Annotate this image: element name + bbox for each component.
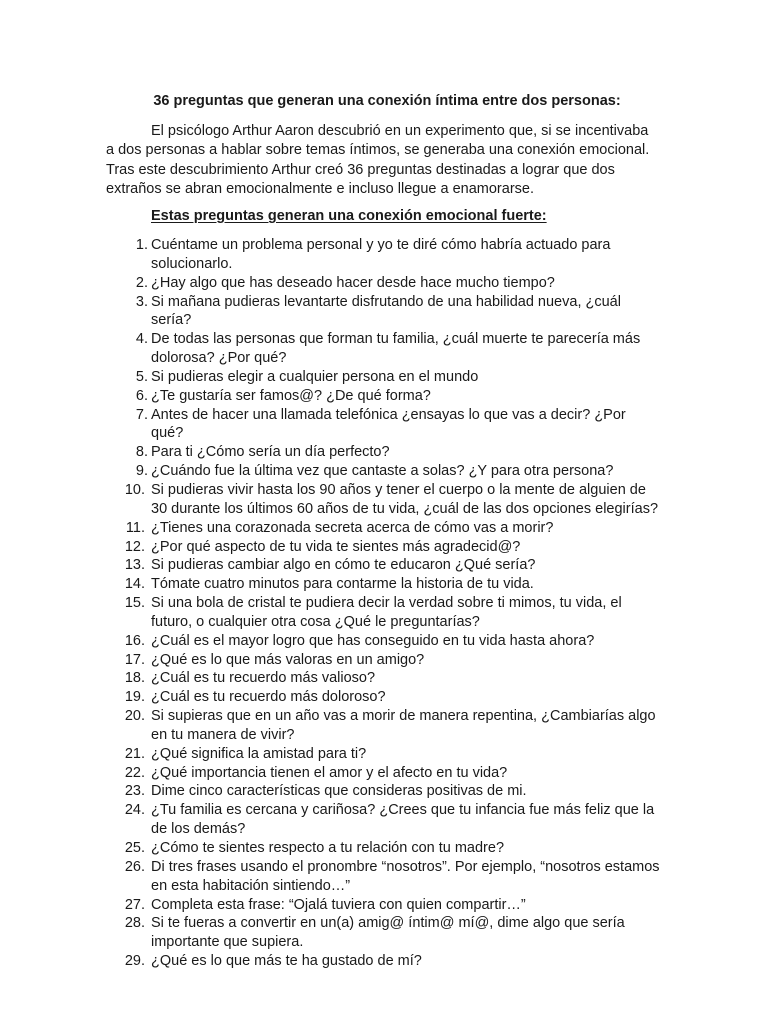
question-item [0, 481, 661, 519]
question-number: 12. [124, 538, 145, 555]
question-number: 23. [124, 783, 145, 800]
question-number: 27. [124, 896, 145, 913]
question-text: ¿Cuál es tu recuerdo más valioso? [151, 670, 376, 687]
question-item [0, 764, 661, 783]
question-number: 14. [124, 576, 145, 593]
question-number: 26. [124, 858, 145, 875]
question-item [0, 538, 661, 557]
question-item [0, 688, 661, 707]
question-number: 19. [124, 689, 145, 706]
question-number: 4. [135, 331, 148, 348]
question-number: 3. [135, 293, 148, 310]
question-text: ¿Cuándo fue la última vez que cantaste a solas? ¿Y para otra persona? [151, 463, 614, 480]
question-item [0, 556, 661, 575]
question-text: Si mañana pudieras levantarte disfrutando de una habilidad nueva, ¿cuál sería? [151, 293, 621, 329]
question-number: 29. [124, 953, 145, 970]
question-item [0, 236, 661, 274]
question-text: Si una bola de cristal te pudiera decir la verdad sobre ti mimos, tu vida, el futuro, o cualquier otra cosa ¿Qué le preguntarías? [151, 595, 622, 630]
question-text: ¿Qué significa la amistad para ti? [151, 745, 367, 762]
question-number: 13. [124, 557, 145, 574]
question-number: 24. [124, 802, 145, 819]
question-item [0, 669, 661, 688]
question-item [0, 801, 661, 839]
document-title: 36 preguntas que generan una conexión íntima entre dos personas: [153, 93, 621, 109]
question-number: 21. [124, 745, 145, 762]
question-item [0, 575, 661, 594]
question-number: 1. [135, 237, 148, 253]
section-subtitle: Estas preguntas generan una conexión emocional fuerte: [151, 208, 547, 224]
question-item [0, 443, 661, 462]
question-item [0, 293, 661, 331]
question-item [0, 594, 661, 632]
question-item [0, 387, 661, 406]
question-item [0, 632, 661, 651]
question-item [0, 274, 661, 293]
question-text: ¿Qué es lo que más te ha gustado de mí? [151, 953, 422, 970]
question-number: 2. [135, 274, 148, 291]
question-item [0, 651, 661, 670]
question-text: Para ti ¿Cómo sería un día perfecto? [151, 444, 390, 461]
question-item [0, 519, 661, 538]
question-text: ¿Te gustaría ser famos@? ¿De qué forma? [151, 387, 431, 404]
question-item [0, 896, 661, 915]
question-text: ¿Hay algo que has deseado hacer desde hace mucho tiempo? [151, 274, 555, 291]
question-number: 10. [124, 481, 145, 498]
question-text: ¿Cuál es el mayor logro que has conseguido en tu vida hasta ahora? [151, 632, 595, 649]
question-text: ¿Qué es lo que más valoras en un amigo? [151, 651, 425, 668]
question-number: 7. [135, 406, 148, 423]
question-number: 25. [124, 840, 145, 856]
question-text: Dime cinco características que consideras positivas de mi. [151, 783, 527, 800]
question-text: Antes de hacer una llamada telefónica ¿ensayas lo que vas a decir? ¿Por qué? [151, 406, 626, 442]
question-number: 17. [124, 651, 145, 668]
question-number: 20. [124, 708, 145, 725]
question-item [0, 707, 661, 745]
question-text: Cuéntame un problema personal y yo te diré cómo habría actuado para solucionarlo. [151, 237, 611, 272]
question-item [0, 839, 661, 858]
question-number: 5. [135, 368, 148, 385]
question-item [0, 914, 661, 952]
question-item [0, 858, 661, 896]
question-text: ¿Cómo te sientes respecto a tu relación con tu madre? [151, 840, 505, 856]
question-item [0, 368, 661, 387]
question-text: Di tres frases usando el pronombre “nosotros”. Por ejemplo, “nosotros estamos en esta habitación sintiendo…” [151, 858, 660, 894]
question-item [0, 406, 661, 444]
question-item [0, 782, 661, 801]
question-text: ¿Tu familia es cercana y cariñosa? ¿Crees que tu infancia fue más feliz que la de los demás? [151, 802, 655, 838]
question-item [0, 330, 661, 368]
question-text: Si te fueras a convertir en un(a) amig@ íntim@ mí@, dime algo que sería importante que supiera. [151, 915, 625, 951]
question-text: ¿Cuál es tu recuerdo más doloroso? [151, 689, 386, 706]
question-number: 18. [124, 670, 145, 687]
question-text: ¿Tienes una corazonada secreta acerca de cómo vas a morir? [151, 519, 554, 536]
question-item [0, 745, 661, 764]
question-text: ¿Qué importancia tienen el amor y el afecto en tu vida? [151, 764, 508, 781]
question-item [0, 952, 661, 971]
question-text: Completa esta frase: “Ojalá tuviera con quien compartir…” [151, 896, 526, 913]
question-number: 15. [124, 595, 145, 612]
question-text: Si pudieras vivir hasta los 90 años y tener el cuerpo o la mente de alguien de 30 durante los últimos 60 años de tu vida, ¿cuál de las dos opciones elegirías? [151, 481, 659, 517]
question-number: 22. [124, 764, 145, 781]
question-text: Si pudieras elegir a cualquier persona en el mundo [151, 368, 479, 385]
intro-paragraph: El psicólogo Arthur Aaron descubrió en un experimento que, si se incentivaba a dos personas a hablar sobre temas íntimos, se generaba una conexión emocional. Tras este descubrimiento Arthur creó 36 preguntas destinadas a lograr que dos extraños se abran emocionalmente e incluso llegue a enamorarse. [106, 123, 650, 197]
question-text: De todas las personas que forman tu familia, ¿cuál muerte te parecería más dolorosa? ¿Por qué? [151, 331, 641, 367]
question-number: 11. [125, 519, 145, 536]
question-number: 28. [124, 915, 145, 932]
question-number: 8. [135, 444, 148, 461]
question-item [0, 462, 661, 481]
question-text: Si supieras que en un año vas a morir de manera repentina, ¿Cambiarías algo en tu manera de vivir? [151, 708, 656, 743]
question-number: 6. [135, 387, 148, 404]
question-number: 9. [135, 463, 148, 480]
question-text: ¿Por qué aspecto de tu vida te sientes más agradecid@? [151, 538, 521, 555]
questions-list [0, 236, 768, 971]
question-number: 16. [124, 632, 145, 649]
question-text: Tómate cuatro minutos para contarme la historia de tu vida. [151, 576, 534, 593]
question-text: Si pudieras cambiar algo en cómo te educaron ¿Qué sería? [151, 557, 536, 574]
